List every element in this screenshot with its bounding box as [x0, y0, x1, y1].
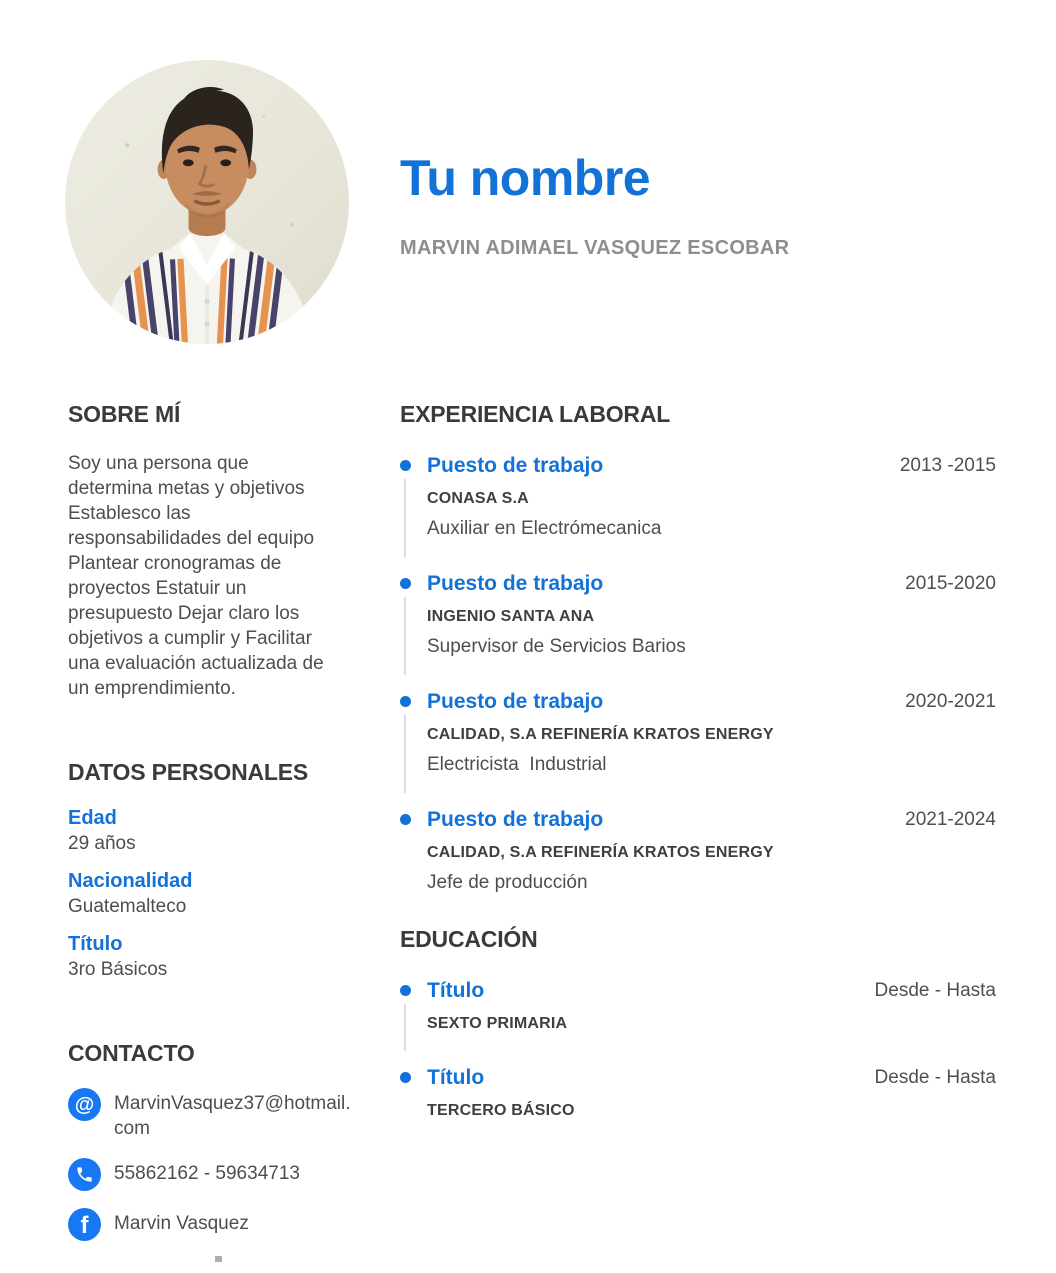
job-company: CALIDAD, S.A REFINERÍA KRATOS ENERGY	[427, 844, 774, 861]
experience-entry	[400, 688, 996, 777]
email-icon: @	[68, 1088, 101, 1121]
job-role: Jefe de producción	[427, 872, 588, 893]
main-column	[400, 345, 996, 1273]
experience-entry	[400, 452, 996, 541]
job-role: Supervisor de Servicios Barios	[427, 636, 686, 657]
experience-entry	[400, 570, 996, 659]
timeline-bullet-icon	[400, 985, 411, 996]
job-title: Puesto de trabajo	[427, 690, 604, 713]
experience-entry	[400, 806, 996, 895]
job-dates: 2013 -2015	[899, 455, 996, 476]
timeline-connector	[404, 715, 406, 793]
job-title: Puesto de trabajo	[427, 808, 604, 831]
timeline-bullet-icon	[400, 814, 411, 825]
header	[400, 0, 996, 345]
sidebar-column	[68, 345, 352, 1273]
job-dates: 2020-2021	[905, 691, 996, 712]
education-entry	[400, 1064, 996, 1122]
timeline-connector	[404, 479, 406, 557]
phone-icon	[68, 1158, 101, 1191]
contact-row-phone	[68, 1158, 352, 1191]
job-role: Auxiliar en Electrómecanica	[427, 518, 662, 539]
field-nacionalidad	[68, 868, 352, 920]
experience-heading: EXPERIENCIA LABORAL	[400, 401, 671, 427]
job-company: CALIDAD, S.A REFINERÍA KRATOS ENERGY	[427, 726, 774, 743]
profile-photo	[65, 60, 349, 344]
contact-heading: CONTACTO	[68, 1040, 195, 1066]
field-titulo	[68, 931, 352, 983]
personal-data-heading: DATOS PERSONALES	[68, 759, 309, 785]
education-heading: EDUCACIÓN	[400, 926, 538, 952]
degree-dates: Desde - Hasta	[874, 1067, 996, 1088]
contact-list	[68, 1088, 352, 1241]
field-value: Guatemalteco	[68, 896, 187, 917]
field-label: Título	[68, 933, 123, 955]
personal-fields	[68, 805, 352, 983]
degree-title: Título	[427, 1066, 485, 1089]
contact-row-facebook	[68, 1208, 352, 1241]
phone-value: 55862162 - 59634713	[114, 1163, 300, 1184]
field-label: Nacionalidad	[68, 870, 193, 892]
full-name: MARVIN ADIMAEL VASQUEZ ESCOBAR	[400, 237, 790, 259]
job-title: Puesto de trabajo	[427, 572, 604, 595]
job-title: Puesto de trabajo	[427, 454, 604, 477]
page-title: Tu nombre	[400, 150, 651, 206]
degree-school: TERCERO BÁSICO	[427, 1102, 575, 1119]
about-heading: SOBRE MÍ	[68, 401, 181, 427]
field-value: 3ro Básicos	[68, 959, 168, 980]
timeline-bullet-icon	[400, 696, 411, 707]
timeline-bullet-icon	[400, 578, 411, 589]
job-dates: 2021-2024	[905, 809, 996, 830]
field-label: Edad	[68, 807, 117, 829]
facebook-icon: f	[68, 1208, 101, 1241]
profile-photo-area	[68, 0, 352, 345]
job-role: Electricista Industrial	[427, 754, 607, 775]
facebook-value: Marvin Vasquez	[114, 1213, 249, 1234]
education-entry	[400, 977, 996, 1035]
timeline-bullet-icon	[400, 460, 411, 471]
job-dates: 2015-2020	[905, 573, 996, 594]
degree-title: Título	[427, 979, 485, 1002]
contact-row-email	[68, 1088, 352, 1141]
timeline-connector	[404, 597, 406, 675]
about-text: Soy una persona que determina metas y objetivos Establesco las responsabilidades del equipo Plantear cronogramas de proyectos Estatuir un presupuesto Dejar claro los objetivos a cumplir y Facilitar una evaluación actualizada de un emprendimiento.	[68, 453, 324, 699]
degree-school: SEXTO PRIMARIA	[427, 1015, 568, 1032]
field-value: 29 años	[68, 833, 136, 854]
job-company: INGENIO SANTA ANA	[427, 608, 595, 625]
cropped-element	[215, 1256, 222, 1262]
degree-dates: Desde - Hasta	[874, 980, 996, 1001]
email-value: MarvinVasquez37@hotmail.com	[114, 1093, 351, 1139]
job-company: CONASA S.A	[427, 490, 529, 507]
timeline-bullet-icon	[400, 1072, 411, 1083]
field-edad	[68, 805, 352, 857]
timeline-connector	[404, 1004, 406, 1051]
